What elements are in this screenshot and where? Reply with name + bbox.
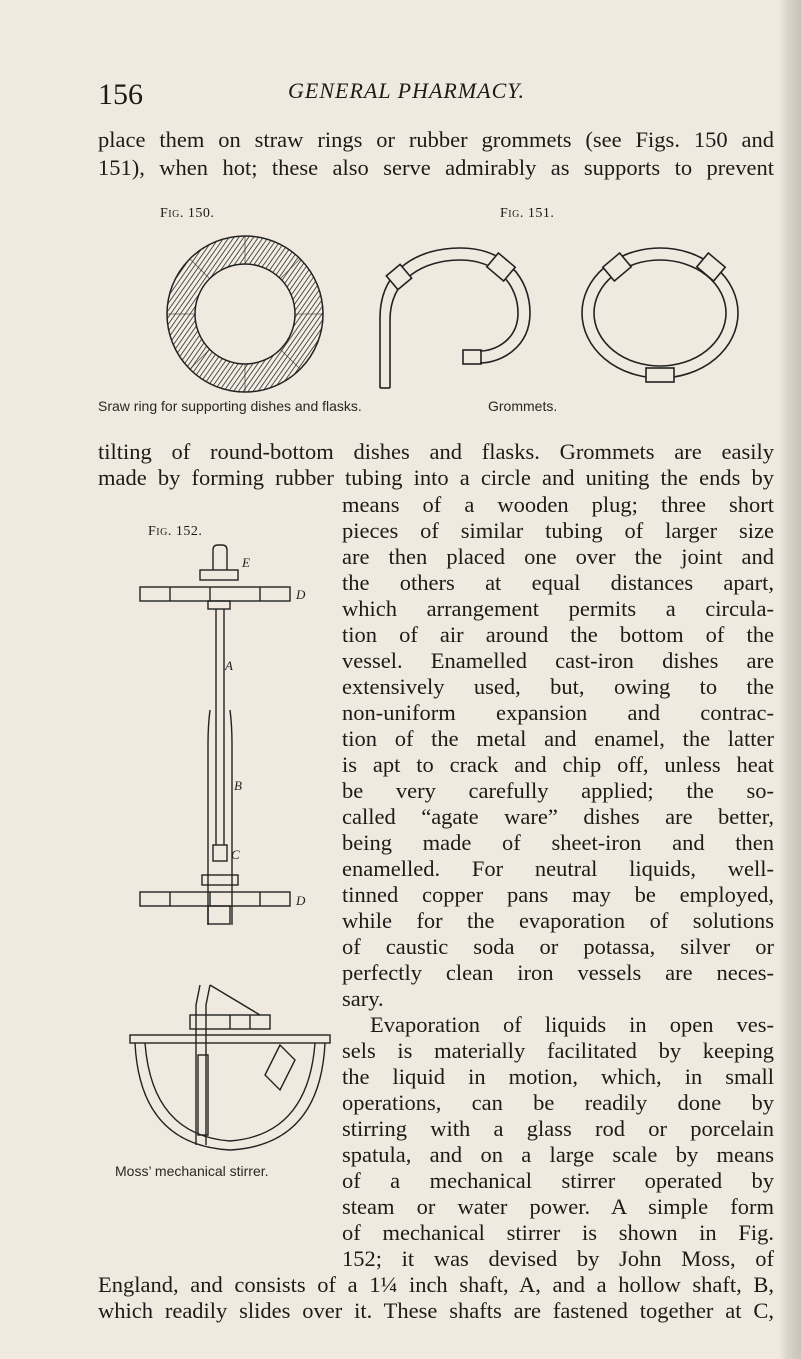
body-line: spatula, and on a large scale by means: [342, 1142, 774, 1167]
body-line: tinned copper pans may be employed,: [342, 882, 774, 907]
body-line: extensively used, but, owing to the: [342, 674, 774, 699]
body-line: be very carefully applied; the so-: [342, 778, 774, 803]
body-line: which readily slides over it. These shafts are fastened together at C,: [98, 1298, 774, 1323]
fig-150-label: Fig. 150.: [160, 206, 215, 221]
letter-d-lower: D: [296, 893, 306, 908]
letter-b: B: [234, 778, 242, 793]
body-line: which arrangement permits a circula-: [342, 596, 774, 621]
running-title: GENERAL PHARMACY.: [288, 78, 526, 103]
body-line: made by forming rubber tubing into a circle and uniting the ends by: [98, 465, 774, 490]
body-line: of a mechanical stirrer operated by: [342, 1168, 774, 1193]
body-line: sels is materially facilitated by keeping: [342, 1038, 774, 1063]
body-line: England, and consists of a 1¼ inch shaft, A, and a hollow shaft, B,: [98, 1272, 774, 1297]
fig-150-caption: Sraw ring for supporting dishes and flasks.: [98, 398, 362, 414]
straw-ring-figure: [150, 224, 340, 404]
body-line: perfectly clean iron vessels are neces-: [342, 960, 774, 985]
page-edge: [779, 0, 801, 1359]
body-line: steam or water power. A simple form: [342, 1194, 774, 1219]
body-line: sary.: [342, 986, 384, 1011]
body-line: being made of sheet-iron and then: [342, 830, 774, 855]
body-line: the liquid in motion, which, in small: [342, 1064, 774, 1089]
body-line: tion of the metal and enamel, the latter: [342, 726, 774, 751]
body-line: tion of air around the bottom of the: [342, 622, 774, 647]
body-line: are then placed one over the joint and: [342, 544, 774, 569]
body-line: enamelled. For neutral liquids, well-: [342, 856, 774, 881]
body-line: tilting of round-bottom dishes and flasks. Grommets are easily: [98, 439, 774, 464]
fig-152-label: Fig. 152.: [148, 524, 203, 539]
letter-c: C: [231, 847, 240, 862]
body-line: vessel. Enamelled cast-iron dishes are: [342, 648, 774, 673]
body-line: pieces of similar tubing of larger size: [342, 518, 774, 543]
letter-e: E: [242, 555, 250, 570]
fig-151-caption: Grommets.: [488, 398, 558, 414]
body-line: non-uniform expansion and contrac-: [342, 700, 774, 725]
body-line: of caustic soda or potassa, silver or: [342, 934, 774, 959]
body-line: means of a wooden plug; three short: [342, 492, 774, 517]
body-line: is apt to crack and chip off, unless heat: [342, 752, 774, 777]
body-line: 152; it was devised by John Moss, of: [342, 1246, 774, 1271]
body-line: place them on straw rings or rubber grommets (see Figs. 150 and: [98, 127, 774, 152]
body-line: called “agate ware” dishes are better,: [342, 804, 774, 829]
body-line: while for the evaporation of solutions: [342, 908, 774, 933]
page-number: 156: [98, 78, 143, 111]
mechanical-stirrer-figure: [130, 545, 330, 1150]
grommets-figure: [370, 238, 750, 398]
body-line: stirring with a glass rod or porcelain: [342, 1116, 774, 1141]
letter-a: A: [225, 658, 233, 673]
letter-d-upper: D: [296, 587, 306, 602]
body-line: Evaporation of liquids in open ves-: [370, 1012, 774, 1037]
fig-151-label: Fig. 151.: [500, 206, 555, 221]
body-line: operations, can be readily done by: [342, 1090, 774, 1115]
body-line: of mechanical stirrer is shown in Fig.: [342, 1220, 774, 1245]
body-line: 151), when hot; these also serve admirably as supports to prevent: [98, 155, 774, 180]
fig-152-caption: Moss’ mechanical stirrer.: [115, 1163, 269, 1179]
body-line: the others at equal distances apart,: [342, 570, 774, 595]
